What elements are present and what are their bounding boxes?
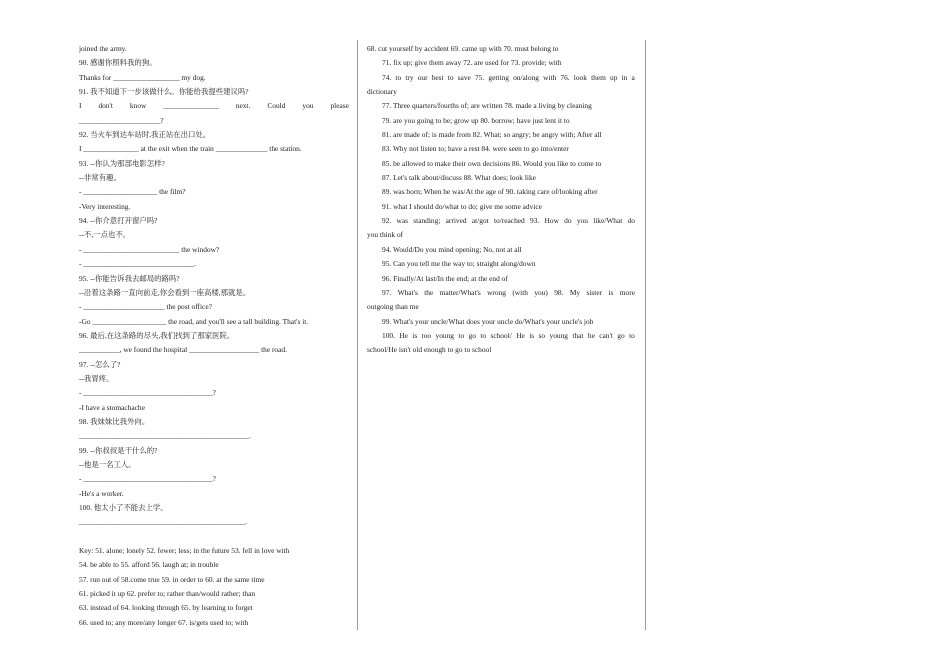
word: do	[564, 216, 572, 226]
word: at/got	[471, 216, 489, 226]
text-line: ______________________?	[79, 115, 164, 125]
word: 97.	[382, 287, 392, 297]
text-line: - ______________________________.	[79, 259, 197, 269]
word: in	[621, 72, 628, 82]
word: was	[396, 216, 409, 226]
key-line: 66. used to; any more/any longer 67. is/gets used to; with	[79, 617, 249, 627]
text-line: 92. 当火车到达车站时,我正站在出口处。	[79, 130, 211, 140]
text-line: 97. --怎么了?	[79, 359, 121, 369]
key-line: outgoing than me	[367, 302, 419, 312]
word: is	[529, 330, 535, 340]
word: can't	[599, 330, 613, 340]
word: a	[631, 72, 635, 82]
word: go	[617, 330, 625, 340]
word: too	[421, 330, 432, 340]
text-line: 96. 最后,在这条路的尽头,我们找到了那家医院。	[79, 330, 235, 340]
word: standing;	[413, 216, 441, 226]
key-line: 89. was born; When he was/At the age of 90. taking care of/looking after	[382, 187, 598, 197]
left-column	[79, 42, 349, 630]
word: go	[468, 330, 476, 340]
word: you	[576, 216, 588, 226]
word: 93.	[530, 216, 540, 226]
word: arrived	[445, 216, 467, 226]
word: sister	[586, 287, 603, 297]
word: 76.	[560, 72, 570, 82]
right-column	[367, 42, 635, 358]
word: that	[572, 330, 584, 340]
word: you	[302, 101, 314, 111]
text-line: 100. 他太小了不能去上学。	[79, 503, 168, 512]
text-line: -Very interesting.	[79, 201, 131, 211]
answer-key	[79, 544, 349, 630]
key-line: 68. cut yourself by accident 69. came up with 70. must belong to	[367, 44, 559, 53]
word: getting	[488, 72, 509, 82]
word: to	[447, 72, 454, 82]
word: to/reached	[493, 216, 525, 226]
word: 92.	[382, 216, 392, 226]
word: 100.	[382, 330, 395, 340]
word: I	[79, 101, 82, 111]
key-line: 87. Let's talk about/discuss 88. What does; look like	[382, 173, 536, 183]
text-line: --沿着这条路一直向前走,你会看到一座高楼,那就是。	[79, 287, 251, 297]
text-line: --他是一名工人。	[79, 459, 136, 469]
key-line: 57. run out of 58.come true 59. in order to 60. at the same time	[79, 574, 265, 584]
word: with	[543, 72, 557, 82]
text-line: --我胃疼。	[79, 373, 114, 383]
word: young	[435, 330, 454, 340]
key-line: 94. Would/Do you mind opening; No, not at all	[382, 244, 522, 254]
text-line: ______________________________________________.	[79, 431, 251, 441]
word: wrong	[487, 287, 506, 297]
text-line: 95. --你能告诉我去邮局的路吗?	[79, 273, 180, 283]
key-line: Key: 51. alone; lonely 52. fewer; less; in the future 53. fell in love with	[79, 546, 290, 556]
word: best	[431, 72, 444, 82]
word: please	[330, 101, 349, 111]
word: so	[538, 330, 546, 340]
key-line: 81. are made of; is made from 82. What; so angry; be angry with; After all	[382, 130, 602, 140]
word: like/What	[593, 216, 623, 226]
key-line: 85. be allowed to make their own decisions 86. Would you like to come to	[382, 158, 602, 168]
text-line: I _______________ at the exit when the train ______________ the station.	[79, 144, 302, 154]
key-line: dictionary	[367, 87, 397, 97]
text-line: - __________________________ the window?	[79, 244, 220, 254]
text-line: -I have a stomachache	[79, 402, 145, 412]
text-line: Thanks for __________________ my dog.	[79, 72, 206, 82]
key-line	[367, 71, 635, 85]
word: How	[544, 216, 559, 226]
text-line: 90. 感谢你照料我的狗。	[79, 58, 157, 68]
text-line: ___________, we found the hospital ___________________ the road.	[79, 345, 287, 355]
text-line: 93. --你认为那部电影怎样?	[79, 158, 165, 168]
word: young	[549, 330, 568, 340]
key-line: 79. are you going to be; grow up 80. borrow; have just lent it to	[382, 115, 570, 125]
word: _______________	[163, 101, 219, 111]
spacer	[79, 530, 349, 544]
text-line: 98. 我妹妹比我外向。	[79, 416, 150, 426]
word: our	[417, 72, 428, 82]
text-line: --非常有趣。	[79, 173, 121, 183]
word: (with	[512, 287, 528, 297]
key-line: 77. Three quarters/fourths of; are written 78. made a living by cleaning	[382, 101, 592, 111]
word: to	[629, 330, 635, 340]
word: try	[405, 72, 414, 82]
text-line: 91. 我不知道下一步该做什么。你能给我提些建议吗?	[79, 87, 249, 97]
word: He	[516, 330, 525, 340]
word: is	[412, 330, 418, 340]
text-line: - ___________________________________?	[79, 388, 216, 398]
key-line: 95. Can you tell me the way to; straight along/down	[382, 259, 536, 269]
text-line: 99. --你叔叔是干什么的?	[79, 445, 158, 455]
text-line: 94. --你介意打开窗户吗?	[79, 216, 158, 226]
text-line: - ____________________ the film?	[79, 187, 186, 197]
word: up	[610, 72, 618, 82]
key-line: 91. what I should do/what to do; give me some advice	[382, 201, 542, 211]
word: 74.	[382, 72, 392, 82]
text-line: _____________________________________________.	[79, 517, 248, 527]
word: save	[457, 72, 471, 82]
word: do	[627, 216, 635, 226]
text-line: joined the army.	[79, 44, 127, 53]
text-line: -Go ____________________ the road, and you'll see a tall building. That's it.	[79, 316, 309, 326]
word: to	[395, 72, 402, 82]
word: He	[399, 330, 408, 340]
key-line: 63. instead of 64. looking through 65. by learning to forget	[79, 603, 253, 613]
key-line: 99. What's your uncle/What does your uncle do/What's your uncle's job	[382, 316, 594, 326]
key-line: 83. Why not listen to; have a rest 84. were seen to go into/enter	[382, 144, 569, 154]
word: to	[458, 330, 465, 340]
text-line: - ______________________ the post office?	[79, 302, 212, 312]
word: look	[573, 72, 587, 82]
key-line: 96. Finally/At last/In the end; at the end of	[382, 273, 508, 283]
word: he	[587, 330, 595, 340]
key-line	[367, 329, 635, 343]
exercise-lines	[79, 114, 349, 530]
justified-line-91	[79, 99, 349, 113]
text-line: --不,一点也不。	[79, 230, 131, 240]
key-line	[367, 286, 635, 300]
word: What's	[397, 287, 418, 297]
word: don't	[98, 101, 113, 111]
word: to	[480, 330, 487, 340]
word: school/	[490, 330, 512, 340]
word: Could	[267, 101, 286, 111]
word: My	[569, 287, 581, 297]
key-line: 61. picked it up 62. prefer to; rather than/would rather; than	[79, 589, 256, 599]
word: the	[424, 287, 434, 297]
column-divider-right	[645, 40, 646, 630]
word: matter/What's	[439, 287, 481, 297]
key-line: 71. fix up; give them away 72. are used for 73. provide; with	[382, 58, 562, 68]
word: 75.	[474, 72, 485, 82]
word: is	[608, 287, 614, 297]
key-line: school/He isn't old enough to go to school	[367, 345, 492, 355]
word: them	[591, 72, 606, 82]
text-line: -He's a worker.	[79, 488, 124, 498]
word: on/along	[513, 72, 539, 82]
key-line	[367, 214, 635, 228]
word: you)	[534, 287, 548, 297]
word: 98.	[554, 287, 564, 297]
key-line: you think of	[367, 230, 404, 240]
word: next.	[235, 101, 251, 111]
column-divider-middle	[357, 40, 358, 630]
text-line: - ___________________________________?	[79, 474, 216, 484]
key-line: 54. be able to 55. afford 56. laugh at; in trouble	[79, 560, 219, 570]
word: know	[129, 101, 147, 111]
word: more	[619, 287, 635, 297]
